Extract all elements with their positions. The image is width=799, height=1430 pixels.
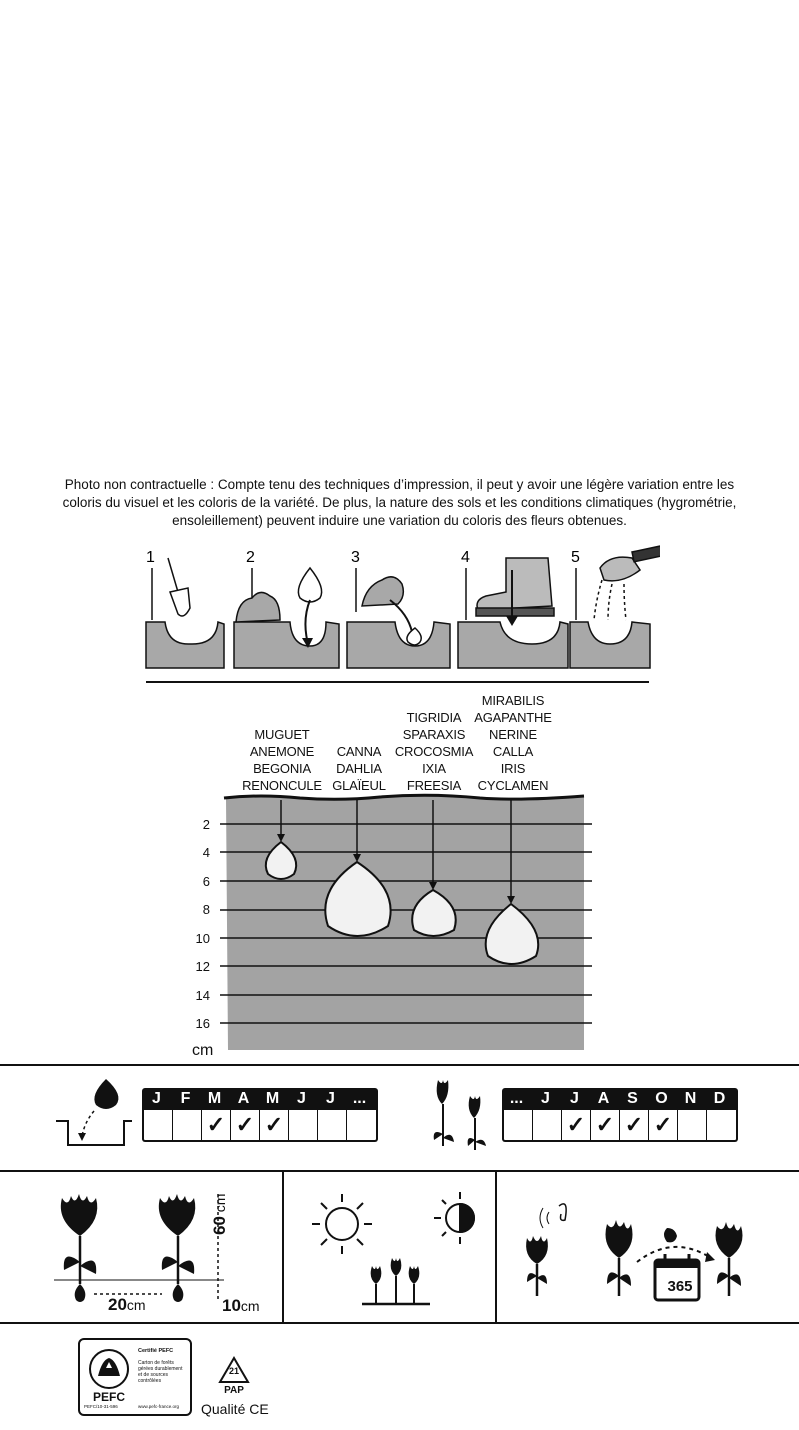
depth-unit: cm: [192, 1042, 214, 1059]
exposure-diagram: [300, 1186, 490, 1310]
step5-ground: [570, 622, 650, 668]
depth-tick: 4: [202, 845, 210, 860]
recycle-code: PAP: [224, 1385, 244, 1396]
bulb-icon: [407, 628, 421, 645]
planting-bulb-icon: [54, 1075, 134, 1155]
calendar-cell: [347, 1110, 376, 1140]
step-number: 4: [461, 549, 470, 566]
pefc-badge: [78, 1338, 192, 1416]
spacing-height: 60 cm: [210, 1193, 229, 1235]
step3-ground: [347, 622, 450, 668]
planting-steps-illustration: [140, 540, 660, 690]
step4-ground: [458, 622, 568, 668]
pefc-url: www.pefc-france.org: [138, 1404, 180, 1409]
column-divider: [495, 1171, 497, 1323]
pefc-certified: Certifié PEFC: [138, 1348, 174, 1354]
step-number: 1: [146, 549, 155, 566]
depth-tick: 12: [195, 959, 210, 974]
pefc-desc: Carton de forêts gérées durablement et de sources contrôlées: [138, 1360, 183, 1384]
depth-tick: 14: [195, 988, 210, 1003]
calendar-cell: [707, 1110, 736, 1140]
step2-ground: [234, 622, 339, 668]
depth-tick: 2: [202, 817, 210, 832]
sun-icon: [312, 1194, 372, 1254]
bulb-icon: [298, 568, 321, 602]
calendar-cell: ✓: [202, 1110, 231, 1140]
perfume-return-diagram: [515, 1188, 785, 1308]
calendar-cell: ✓: [591, 1110, 620, 1140]
step-number: 5: [571, 549, 580, 566]
disclaimer-text: Photo non contractuelle : Compte tenu des techniques d’impression, il peut y avoir une légère variation entre les coloris du visuel et les coloris de la variété. De plus, la nature des sols et les conditions climatiques (hygrométrie, ensoleillement) peuvent induire une variation du coloris des fleurs obtenues.: [62, 477, 737, 528]
quality-ce: Qualité CE: [201, 1401, 269, 1417]
soil-pile-icon: [362, 577, 403, 606]
depth-tick: 8: [202, 902, 210, 917]
boot-icon: [476, 558, 554, 616]
column-divider: [282, 1171, 284, 1323]
calendar-cell: [533, 1110, 562, 1140]
group-label-3: TIGRIDIA SPARAXIS CROCOSMIA IXIA FREESIA: [394, 710, 474, 793]
recycle-number: 21: [228, 1366, 239, 1376]
planting-calendar: J F M A M J J ... ✓ ✓ ✓: [142, 1088, 378, 1142]
calendar-cell: ✓: [231, 1110, 260, 1140]
spade-icon: [168, 558, 190, 616]
calendar-cell: ✓: [620, 1110, 649, 1140]
band-divider: [0, 1064, 799, 1066]
spacing-distance: 20cm: [108, 1295, 146, 1314]
spacing-depth: 10cm: [222, 1296, 260, 1315]
calendar-cell: ✓: [649, 1110, 678, 1140]
calendar-cell: [318, 1110, 347, 1140]
pefc-code: PEFC/10-31-596: [84, 1404, 118, 1409]
depth-tick: 6: [202, 874, 210, 889]
watering-can-icon: [600, 544, 660, 581]
flowering-calendar: ... J J A S O N D ✓ ✓ ✓ ✓: [502, 1088, 738, 1142]
step1-ground: [146, 622, 224, 668]
calendar-cell: [144, 1110, 173, 1140]
calendar-365: 365: [667, 1278, 693, 1295]
band-divider: [0, 1170, 799, 1172]
calendar-cell: [173, 1110, 202, 1140]
depth-diagram: [0, 690, 799, 1060]
calendar-cell: ✓: [562, 1110, 591, 1140]
depth-tick: 10: [195, 931, 210, 946]
step-number: 2: [246, 549, 255, 566]
depth-tick: 16: [195, 1016, 210, 1031]
calendar-cell: ✓: [260, 1110, 289, 1140]
half-sun-icon: [434, 1192, 474, 1244]
group-label-2: CANNA DAHLIA GLAÏEUL: [332, 744, 386, 793]
pefc-logo-text: PEFC: [92, 1390, 125, 1404]
pefc-logo-icon: [88, 1348, 130, 1390]
group-label-1: MUGUET ANEMONE BEGONIA RENONCULE: [242, 727, 322, 793]
group-label-4: MIRABILIS AGAPANTHE NERINE CALLA IRIS CYCLAMEN: [474, 693, 552, 793]
soil-pile-icon: [236, 592, 280, 622]
band-divider: [0, 1322, 799, 1324]
section-rule: [146, 681, 649, 683]
planting-depth-chart: [0, 690, 799, 1060]
calendar-cell: [504, 1110, 533, 1140]
nose-icon: [559, 1204, 566, 1221]
calendar-cell: [289, 1110, 318, 1140]
calendar-cell: [678, 1110, 707, 1140]
step-number: 3: [351, 549, 360, 566]
tulip-flowering-icon: [428, 1076, 498, 1154]
